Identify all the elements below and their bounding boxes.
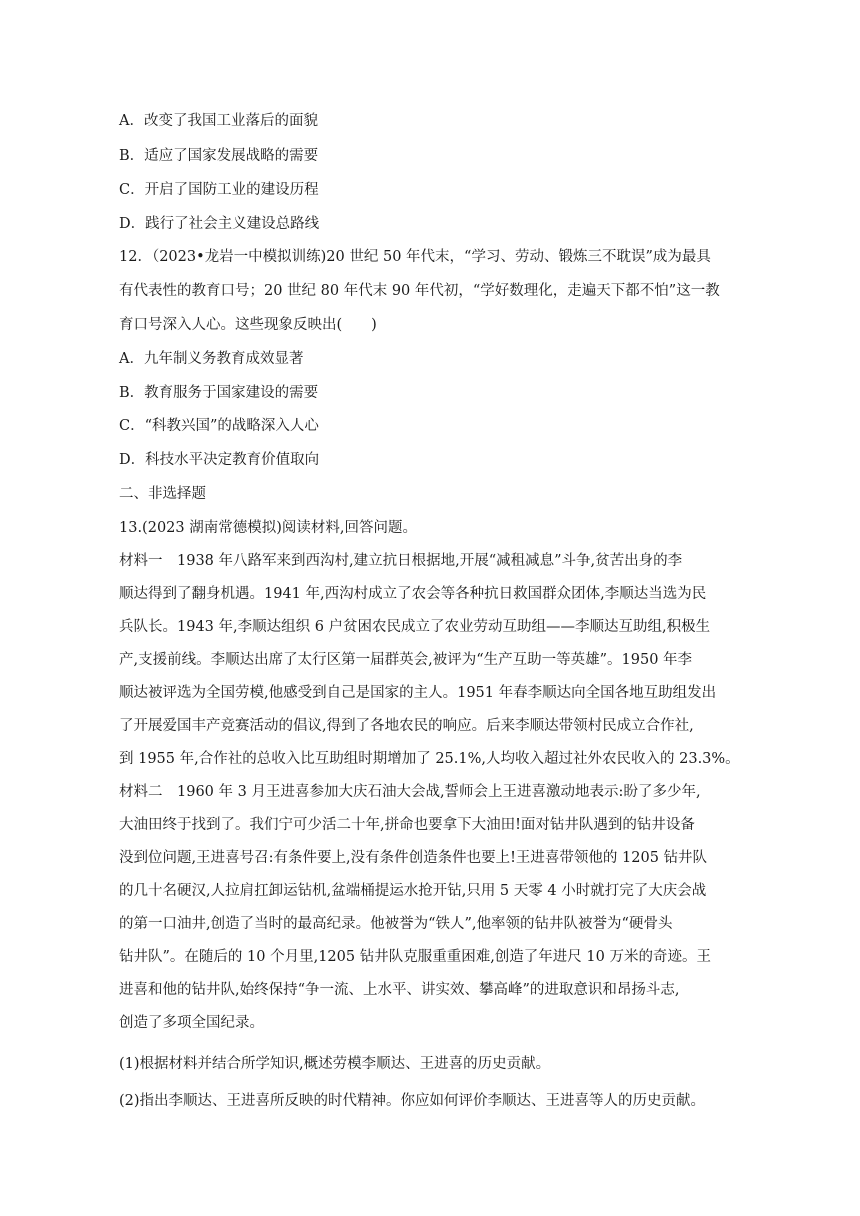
q11-option-c: C．开启了国防工业的建设历程: [119, 182, 319, 198]
q13-stem: 13.(2023 湖南常德模拟)阅读材料,回答问题。: [119, 520, 417, 536]
q12-stem-line-3: 育口号深入人心。这些现象反映出( ): [119, 317, 377, 333]
material1-line-7: 到 1955 年,合作社的总收入比互助组时期增加了 25.1%,人均收入超过社外农民收入的 23.3%。: [119, 751, 740, 767]
q13-sub-question-1: (1)根据材料并结合所学知识,概述劳模李顺达、王进喜的历史贡献。: [119, 1056, 551, 1072]
material2-line-3: 没到位问题,王进喜号召:有条件要上,没有条件创造条件也要上!王进喜带领他的 1205 钻井队: [119, 850, 708, 866]
q12-option-b: B．教育服务于国家建设的需要: [119, 385, 319, 401]
material2-line-7: 进喜和他的钻井队,始终保持“争一流、上水平、讲实效、攀高峰”的进取意识和昂扬斗志,: [119, 982, 680, 998]
material2-line-5: 的第一口油井,创造了当时的最高纪录。他被誉为“铁人”,他率领的钻井队被誉为“硬骨头: [119, 916, 673, 932]
material1-line-3: 兵队长。1943 年,李顺达组织 6 户贫困农民成立了农业劳动互助组——李顺达互助组,积极生: [119, 619, 711, 635]
material2-line-4: 的几十名硬汉,人拉肩扛卸运钻机,盆端桶提运水抢开钻,只用 5 天零 4 小时就打完了大庆会战: [119, 883, 707, 899]
q12-stem-line-2: 有代表性的教育口号；20 世纪 80 年代末 90 年代初，“学好数理化，走遍天下都不怕”这一教: [119, 283, 720, 299]
material1-line-4: 产,支援前线。李顺达出席了太行区第一届群英会,被评为“生产互助一等英雄”。1950 年李: [119, 652, 693, 668]
q12-stem-line-1: 12．（2023•龙岩一中模拟训练)20 世纪 50 年代末，“学习、劳动、锻炼三不耽误”成为最具: [119, 249, 711, 265]
material1-line-6: 了开展爱国丰产竞赛活动的倡议,得到了各地农民的响应。后来李顺达带领村民成立合作社,: [119, 718, 694, 734]
q11-option-b: B．适应了国家发展战略的需要: [119, 148, 319, 164]
q12-option-d: D．科技水平决定教育价值取向: [119, 452, 320, 468]
material2-line-1: 材料二 1960 年 3 月王进喜参加大庆石油大会战,誓师会上王进喜激动地表示:盼了多少年,: [119, 784, 701, 800]
q13-sub-question-2: (2)指出李顺达、王进喜所反映的时代精神。你应如何评价李顺达、王进喜等人的历史贡献。: [119, 1093, 706, 1109]
material1-line-5: 顺达被评选为全国劳模,他感受到自己是国家的主人。1951 年春李顺达向全国各地互助组发出: [119, 685, 717, 701]
material2-line-8: 创造了多项全国纪录。: [119, 1015, 264, 1031]
material1-line-1: 材料一 1938 年八路军来到西沟村,建立抗日根据地,开展“减租减息”斗争,贫苦出身的李: [119, 553, 683, 569]
material2-line-6: 钻井队”。在随后的 10 个月里,1205 钻井队克服重重困难,创造了年进尺 10 万米的奇迹。王: [119, 949, 711, 965]
material1-line-2: 顺达得到了翻身机遇。1941 年,西沟村成立了农会等各种抗日救国群众团体,李顺达当选为民: [119, 586, 707, 602]
q12-option-a: A．九年制义务教育成效显著: [119, 351, 304, 367]
q12-option-c: C．“科教兴国”的战略深入人心: [119, 418, 319, 434]
section-title: 二、非选择题: [119, 486, 206, 502]
q11-option-a: A．改变了我国工业落后的面貌: [119, 113, 318, 129]
q11-option-d: D．践行了社会主义建设总路线: [119, 216, 320, 232]
material2-line-2: 大油田终于找到了。我们宁可少活二十年,拼命也要拿下大油田!面对钻井队遇到的钻井设备: [119, 817, 695, 833]
